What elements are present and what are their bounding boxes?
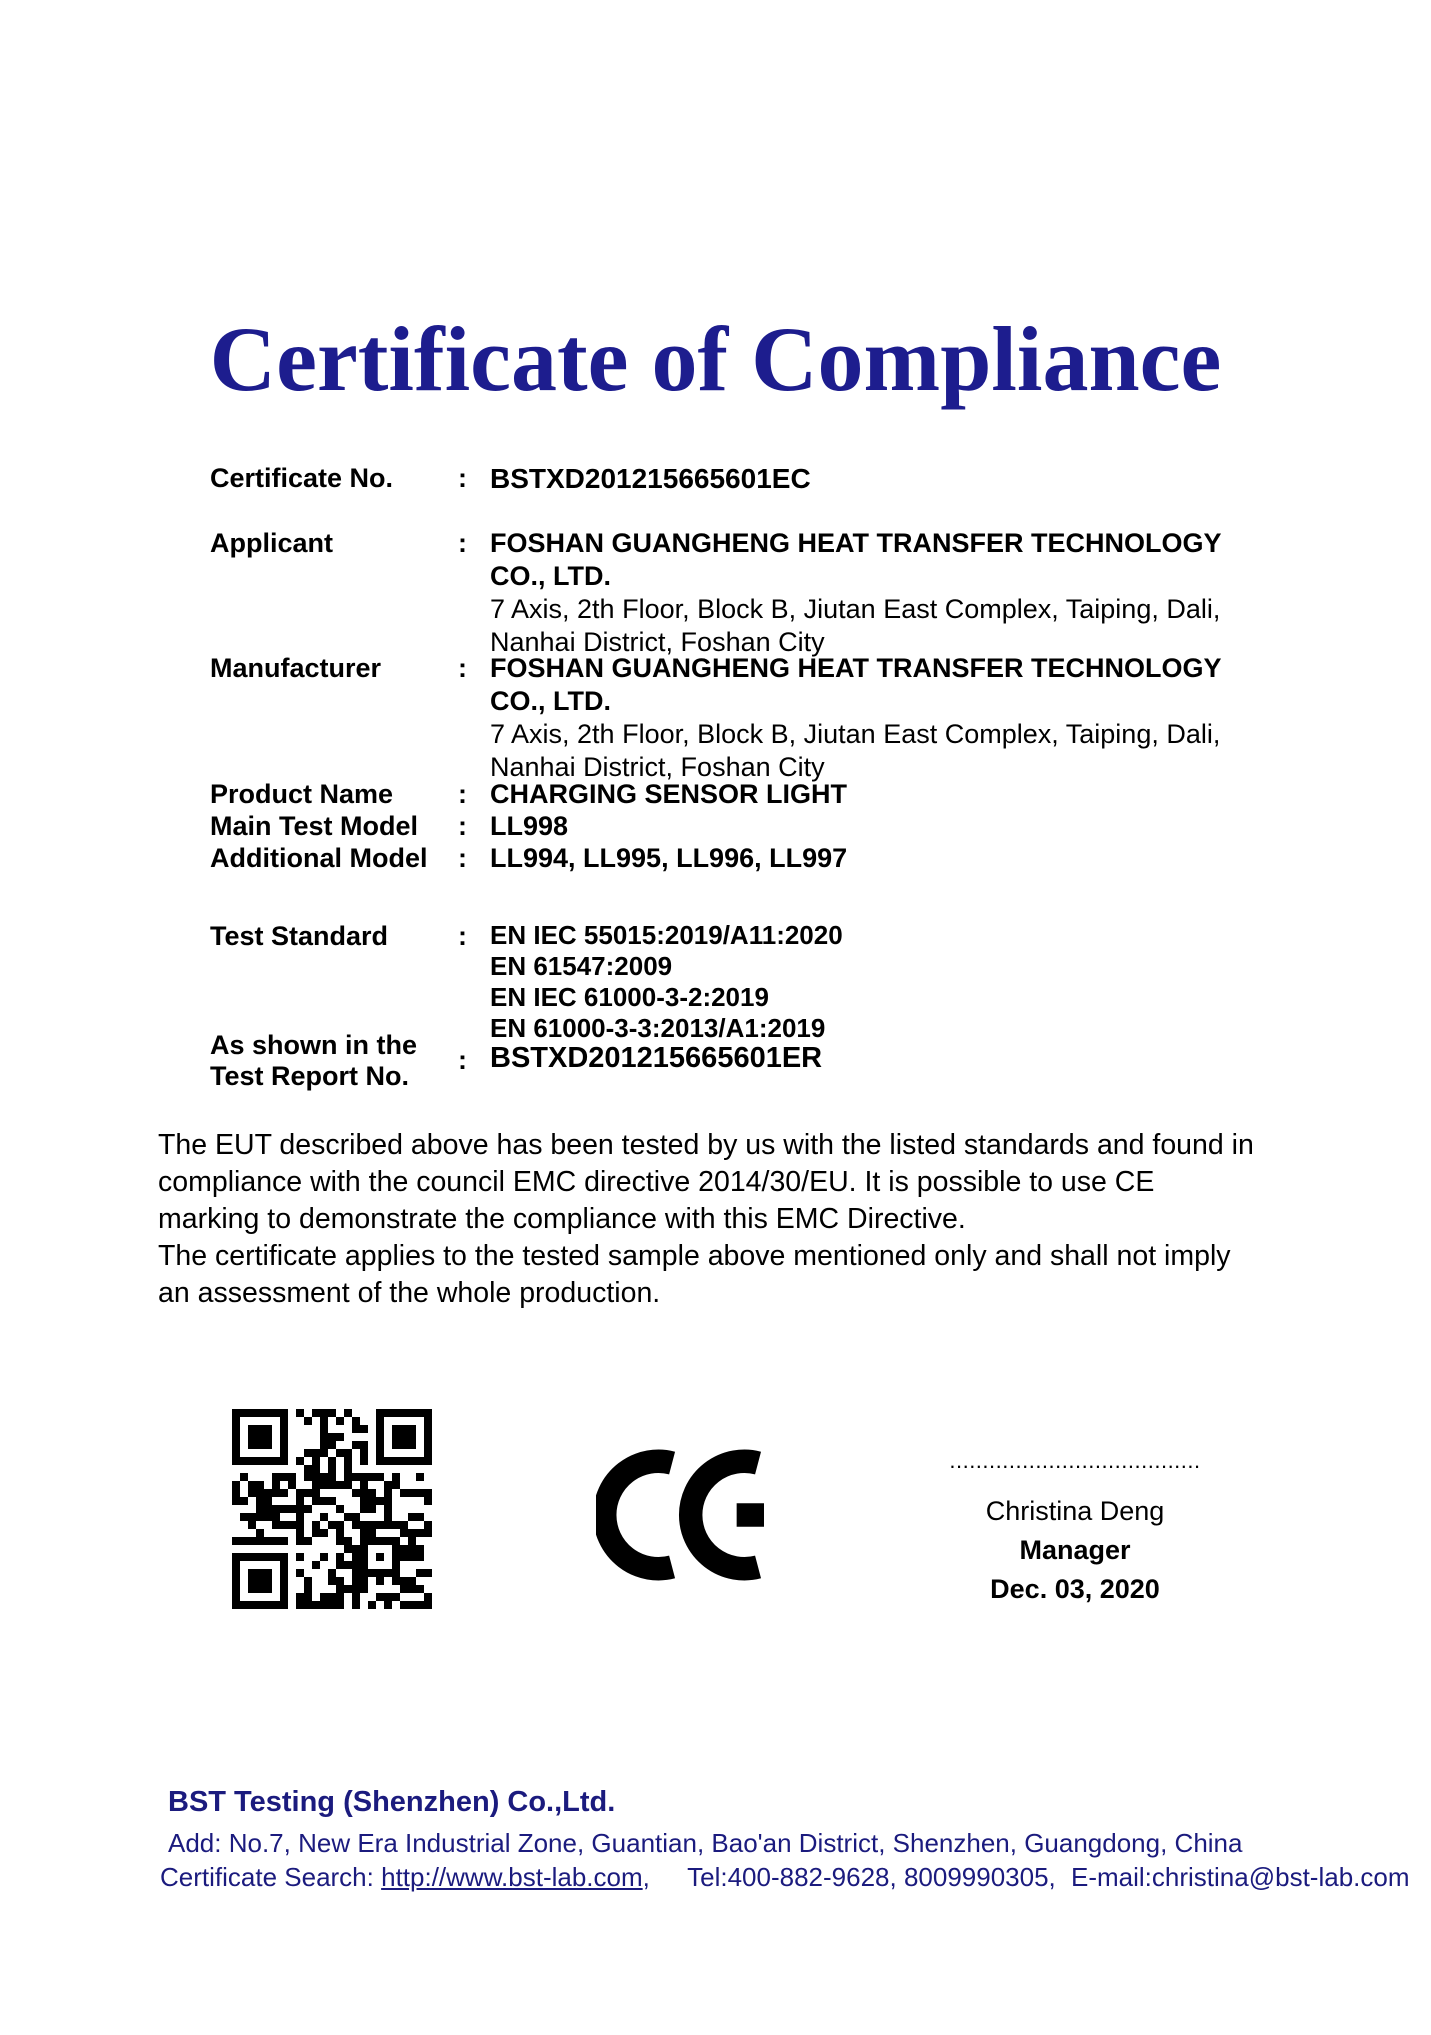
test-standard-label: Test Standard bbox=[210, 921, 389, 951]
test-standard-item: EN 61547:2009 bbox=[490, 951, 673, 981]
footer-telephone: Tel:400-882-9628, 8009990305, bbox=[687, 1862, 1056, 1892]
signature-block bbox=[935, 1450, 1215, 1609]
statement-paragraph-1: The EUT described above has been tested by us with the listed standards and found in compliance with the council EMC directive 2014/30/EU. It is possible to use CE marking to demonstrate the compliance with this EMC Directive. bbox=[158, 1129, 1254, 1235]
product-name-label: Product Name bbox=[210, 779, 394, 809]
statement-paragraph-2: The certificate applies to the tested sample above mentioned only and shall not imply an assessment of the whole production. bbox=[158, 1240, 1231, 1309]
test-standard-item: EN IEC 55015:2019/A11:2020 bbox=[490, 920, 843, 950]
manufacturer-address-line2: Nanhai District, Foshan City bbox=[490, 752, 825, 782]
cert-no-label: Certificate No. bbox=[210, 463, 394, 493]
applicant-value bbox=[490, 527, 1230, 659]
applicant-colon: : bbox=[458, 528, 467, 558]
product-name-colon: : bbox=[458, 779, 467, 809]
compliance-statement bbox=[158, 1127, 1263, 1312]
test-report-label-line2: Test Report No. bbox=[210, 1061, 410, 1091]
footer-address: Add: No.7, New Era Industrial Zone, Guantian, Bao'an District, Shenzhen, Guangdong, China bbox=[168, 1828, 1243, 1858]
footer-company-name: BST Testing (Shenzhen) Co.,Ltd. bbox=[168, 1786, 616, 1818]
main-test-model-value: LL998 bbox=[490, 811, 569, 841]
applicant-company-line1: FOSHAN GUANGHENG HEAT TRANSFER TECHNOLOGY bbox=[490, 528, 1222, 558]
applicant-address-line2: Nanhai District, Foshan City bbox=[490, 627, 825, 657]
signature-date: Dec. 03, 2020 bbox=[990, 1574, 1160, 1604]
test-report-value: BSTXD201215665601ER bbox=[490, 1042, 823, 1074]
certificate-title: Certificate of Compliance bbox=[209, 308, 1222, 410]
applicant-address-line1: 7 Axis, 2th Floor, Block B, Jiutan East Complex, Taiping, Dali, bbox=[490, 594, 1221, 624]
test-standard-item: EN IEC 61000-3-2:2019 bbox=[490, 982, 769, 1012]
manufacturer-company-line2: CO., LTD. bbox=[490, 686, 611, 716]
manufacturer-company-line1: FOSHAN GUANGHENG HEAT TRANSFER TECHNOLOGY bbox=[490, 653, 1222, 683]
product-name-value: CHARGING SENSOR LIGHT bbox=[490, 779, 848, 809]
footer-email: E-mail:christina@bst-lab.com bbox=[1071, 1862, 1410, 1892]
main-test-model-colon: : bbox=[458, 811, 467, 841]
test-standard-colon: : bbox=[458, 921, 467, 951]
additional-model-label: Additional Model bbox=[210, 843, 428, 873]
cert-no-colon: : bbox=[458, 463, 467, 493]
manufacturer-address-line1: 7 Axis, 2th Floor, Block B, Jiutan East Complex, Taiping, Dali, bbox=[490, 719, 1221, 749]
manufacturer-label: Manufacturer bbox=[210, 653, 382, 683]
certificate-search-link[interactable]: http://www.bst-lab.com bbox=[381, 1862, 643, 1892]
signature-dotted-line: ...................................... bbox=[949, 1448, 1201, 1473]
test-standard-value bbox=[490, 920, 1230, 1044]
manufacturer-colon: : bbox=[458, 653, 467, 683]
applicant-company-line2: CO., LTD. bbox=[490, 561, 611, 591]
certificate-search-comma: , bbox=[642, 1862, 650, 1892]
additional-model-colon: : bbox=[458, 843, 467, 873]
qr-code bbox=[232, 1409, 432, 1609]
ce-mark-icon bbox=[596, 1448, 764, 1582]
additional-model-value: LL994, LL995, LL996, LL997 bbox=[490, 843, 848, 873]
signer-name: Christina Deng bbox=[985, 1496, 1165, 1526]
test-report-label-line1: As shown in the bbox=[210, 1030, 418, 1060]
applicant-label: Applicant bbox=[210, 528, 334, 558]
manufacturer-value bbox=[490, 652, 1230, 784]
test-report-colon: : bbox=[458, 1045, 467, 1075]
test-standard-item: EN 61000-3-3:2013/A1:2019 bbox=[490, 1013, 826, 1043]
certificate-search-label: Certificate Search: bbox=[160, 1862, 374, 1892]
cert-no-value: BSTXD201215665601EC bbox=[490, 463, 811, 494]
signer-role: Manager bbox=[1019, 1535, 1131, 1565]
main-test-model-label: Main Test Model bbox=[210, 811, 419, 841]
test-report-label bbox=[210, 1030, 460, 1092]
footer-contact-line bbox=[160, 1862, 1410, 1893]
